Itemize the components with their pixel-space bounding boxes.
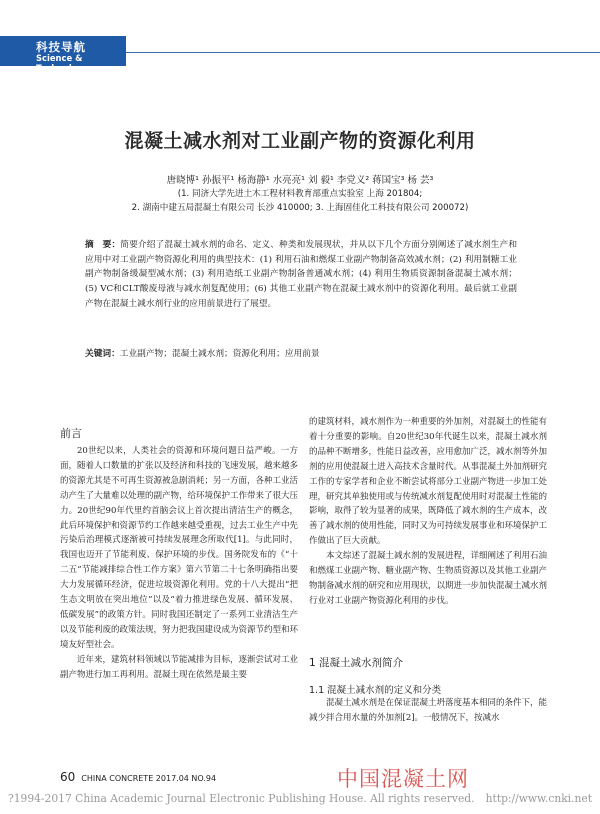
paragraph: 的建筑材料，减水剂作为一种重要的外加剂，对混凝土的性能有着十分重要的影响。自20世纪30年代诞生以来，混凝土减水剂的品种不断增多，性能日益改善，应用愈加广泛，减水剂等外加剂的应用使混凝土进入高技术含量时代。从事混凝土外加剂研究工作的专家学者和企业不断尝试将部分工业副产物进一步加工处理，研究其单独使用或与传统减水剂复配使用时对混凝土性能的影响，取得了较为显著的成果，既降低了减水剂的生产成本，改善了减水剂的使用性能，同时又为可持续发展事业和环境保护工作做出了巨大贡献。 [309,417,548,547]
copyright-line [8,792,598,805]
section-1-1-body [309,696,547,726]
source-url[interactable]: http://www.cnki.net [485,792,592,805]
abstract-label: 摘 要： [85,240,121,250]
section-label-cn: 科技导航 [36,40,86,54]
page-number: 60 [60,770,76,784]
abstract [85,238,517,312]
section-1-1-heading: 1.1 混凝土减水剂的定义和分类 [309,685,442,696]
affiliation-1: (1. 同济大学先进土木工程材料教育部重点实验室 上海 201804; [177,189,423,199]
section-label-en: Science & Technology [36,53,90,73]
right-column [309,415,547,609]
paragraph: 本文综述了混凝土减水剂的发展进程，详细阐述了利用石油和燃煤工业副产物、糖业副产物、生物质资源以及其他工业副产物制备减水剂的研究和应用现状，以期进一步加快混凝土减水剂行业对工业副产物资源化利用的步伐。 [309,551,548,606]
site-watermark: 中国混凝土网 [337,767,469,791]
paragraph: 近年来，建筑材料领域以节能减排为目标，逐渐尝试对工业副产物进行加工再利用。混凝土现在依然是最主要 [60,654,299,680]
copyright-text: ?1994-2017 China Academic Journal Electronic Publishing House. All rights reserved. [8,792,475,805]
paragraph: 混凝土减水剂是在保证混凝土坍落度基本相同的条件下，能减少拌合用水量的外加剂[2]。一般情况下，按减水 [309,698,548,723]
keywords-label: 关键词： [85,349,120,359]
paragraph: 20世纪以来，人类社会的资源和环境问题日益严峻。一方面，随着人口数量的扩张以及经济和科技的飞速发展，越来越多的资源尤其是不可再生资源被急剧消耗；另一方面，各种工业活动产生了大量难以处理的副产物，给环境保护工作带来了很大压力。20世纪90年代里约首脑会议上首次提出清洁生产的概念，此后环境保护和资源节约工作越来越受重视，过去工业生产中先污染后治理模式逐渐被可持续发展理念所取代[1]。与此同时，我国也迈开了节能利废、保护环境的步伐。国务院发布的《“十二五”节能减排综合性工作方案》第六节第二十七条明确指出要大力发展循环经济，促进垃圾资源化利用。党的十八大提出“把生态文明放在突出地位”以及“着力推进绿色发展、循环发展、低碳发展”的政策方针。同时我国还制定了一系列工业清洁生产以及节能利废的政策法规，努力把我国建设成为资源节约型和环境友好型社会。 [60,446,299,650]
journal-issue: CHINA CONCRETE 2017.04 NO.94 [81,774,217,783]
left-column [60,444,298,683]
header-rule [126,52,600,53]
keywords-text: 工业副产物；混凝土减水剂；资源化利用；应用前景 [119,349,320,359]
intro-heading: 前言 [60,427,82,440]
article-title: 混凝土减水剂对工业副产物的资源化利用 [124,130,476,152]
footer-journal [60,770,216,784]
affiliation-2: 2. 湖南中建五局混凝土有限公司 长沙 410000; 3. 上海固佳化工科技有限公司 200072) [131,203,469,213]
section-tab [0,36,126,73]
authors: 唐晓博¹ 孙振平¹ 杨海静¹ 水亮亮¹ 刘 毅¹ 李党义² 蒋国宝³ 杨 芸³ [166,175,434,186]
section-1-heading: 1 混凝土减水剂简介 [309,657,404,669]
keywords [85,347,517,359]
abstract-text: 简要介绍了混凝土减水剂的命名、定义、种类和发展现状，并从以下几个方面分别阐述了减水剂生产和应用中对工业副产物资源化利用的典型技术：(1) 利用石油和燃煤工业副产物制备高效减水剂；(2) 利用制糖工业副产物制备缓凝型减水剂；(3) 利用造纸工业副产物制备普通减水剂；(4) 利用生物质资源制备混凝土减水剂；(5) VC和CLT酸废母液与减水剂复配使用；(6) 其他工业副产物在混凝土减水剂中的资源化利用。最后就工业副产物在混凝土减水剂行业的应用前景进行了展望。 [85,240,518,309]
